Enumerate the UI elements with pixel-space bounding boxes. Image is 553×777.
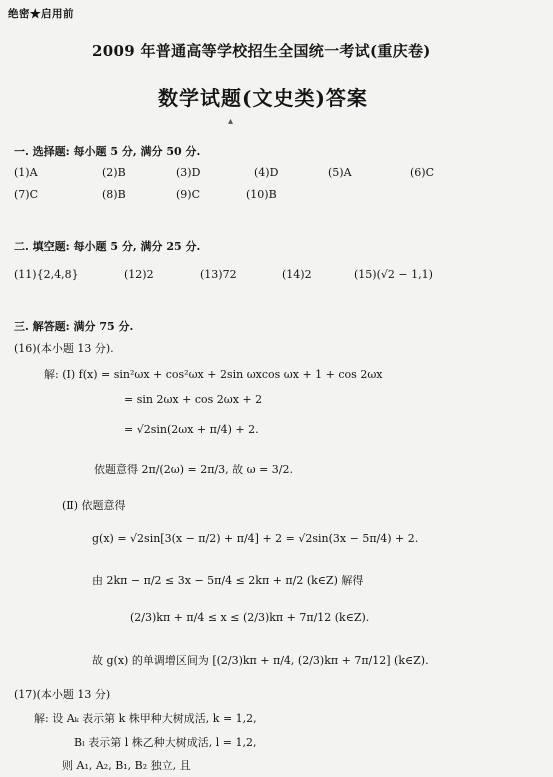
answer-9: (9)C [176, 188, 200, 201]
fill-answer-12: (12)2 [124, 268, 154, 281]
section1-heading: 一. 选择题: 每小题 5 分, 满分 50 分. [14, 145, 201, 158]
q17-line-3: 则 A₁, A₂, B₁, B₂ 独立, 且 [62, 759, 191, 772]
section2-heading: 二. 填空题: 每小题 5 分, 满分 25 分. [14, 240, 201, 253]
q16-line-7: 由 2kπ − π/2 ≤ 3x − 5π/4 ≤ 2kπ + π/2 (k∈Z) 解得 [92, 574, 364, 587]
fill-answer-13: (13)72 [200, 268, 237, 281]
q17-line-2: Bₗ 表示第 l 株乙种大树成活, l = 1,2, [74, 736, 257, 749]
answer-10: (10)B [246, 188, 277, 201]
answer-2: (2)B [102, 166, 126, 179]
q16-line-5: (Ⅱ) 依题意得 [62, 499, 126, 512]
answer-4: (4)D [254, 166, 279, 179]
q17-line-1: 解: 设 Aₖ 表示第 k 株甲种大树成活, k = 1,2, [34, 712, 257, 725]
q16-line-4: 依题意得 2π/(2ω) = 2π/3, 故 ω = 3/2. [94, 463, 293, 476]
q16-line-9: 故 g(x) 的单调增区间为 [(2/3)kπ + π/4, (2/3)kπ + 7π/12] (k∈Z). [92, 654, 429, 667]
answer-6: (6)C [410, 166, 434, 179]
exam-title: 2009 年普通高等学校招生全国统一考试(重庆卷) [92, 42, 431, 60]
section3-heading: 三. 解答题: 满分 75 分. [14, 320, 134, 333]
answer-1: (1)A [14, 166, 38, 179]
q16-line-3: = √2sin(2ωx + π/4) + 2. [124, 423, 259, 436]
fill-answer-15: (15)(√2 − 1,1) [354, 268, 433, 281]
q16-line-8: (2/3)kπ + π/4 ≤ x ≤ (2/3)kπ + 7π/12 (k∈Z). [130, 611, 370, 624]
q16-line-6: g(x) = √2sin[3(x − π/2) + π/4] + 2 = √2sin(3x − 5π/4) + 2. [92, 532, 419, 545]
subject-title: 数学试题(文史类)答案 [158, 86, 368, 110]
q16-line-2: = sin 2ωx + cos 2ωx + 2 [124, 393, 263, 406]
stray-mark: ▴ [228, 116, 234, 127]
section2-answers [14, 268, 544, 286]
answer-8: (8)B [102, 188, 126, 201]
answer-3: (3)D [176, 166, 201, 179]
fill-answer-11: (11){2,4,8} [14, 268, 79, 281]
confidential-label: 绝密★启用前 [8, 8, 74, 20]
q17-title: (17)(本小题 13 分) [14, 688, 111, 701]
answer-7: (7)C [14, 188, 38, 201]
section1-answers [14, 166, 544, 206]
q16-title: (16)(本小题 13 分). [14, 342, 114, 355]
answer-5: (5)A [328, 166, 352, 179]
fill-answer-14: (14)2 [282, 268, 312, 281]
q16-line-1: 解: (Ⅰ) f(x) = sin²ωx + cos²ωx + 2sin ωxcos ωx + 1 + cos 2ωx [44, 368, 383, 381]
